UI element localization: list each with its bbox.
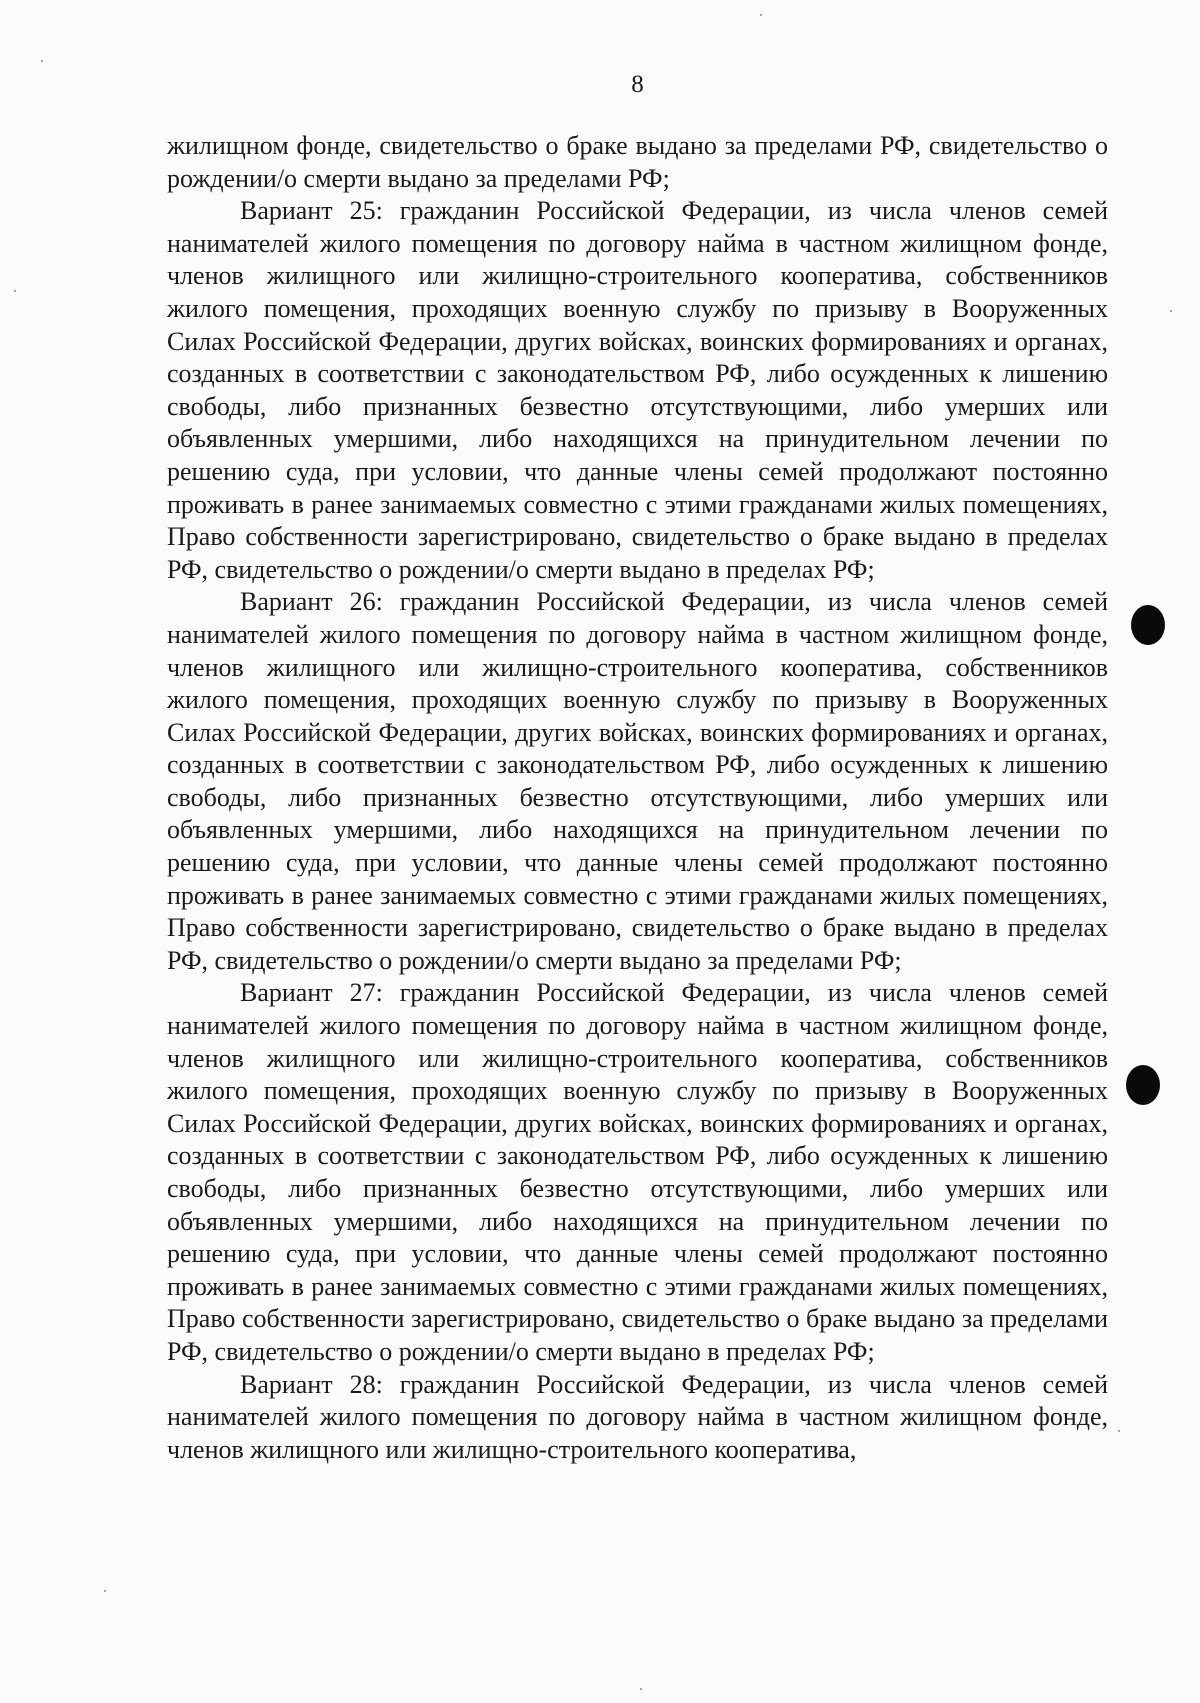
punch-hole-upper xyxy=(1131,605,1165,645)
scan-speck xyxy=(640,1688,642,1690)
page-number: 8 xyxy=(631,71,644,98)
document-body xyxy=(167,130,1108,1466)
scan-speck xyxy=(1170,310,1172,312)
paragraph-variant-27: Вариант 27: гражданин Российской Федерации, из числа членов семей нанимателей жилого помещения по договору найма в частном жилищном фонде, членов жилищного или жилищно-строительного кооператива, собственников жилого помещения, проходящих военную службу по призыву в Вооруженных Силах Российской Федерации, других войсках, воинских формированиях и органах, созданных в соответствии с законодательством РФ, либо осужденных к лишению свободы, либо признанных безвестно отсутствующими, либо умерших или объявленных умершими, либо находящихся на принудительном лечении по решению суда, при условии, что данные члены семей продолжают постоянно проживать в ранее занимаемых совместно с этими гражданами жилых помещениях, Право собственности зарегистрировано, свидетельство о браке выдано за пределами РФ, свидетельство о рождении/о смерти выдано в пределах РФ; xyxy=(167,978,1108,1366)
punch-hole-lower xyxy=(1126,1065,1160,1105)
scan-speck xyxy=(14,290,16,292)
paragraph-continuation: жилищном фонде, свидетельство о браке выдано за пределами РФ, свидетельство о рождении/о смерти выдано за пределами РФ; xyxy=(167,131,1108,193)
paragraph-variant-26: Вариант 26: гражданин Российской Федерации, из числа членов семей нанимателей жилого помещения по договору найма в частном жилищном фонде, членов жилищного или жилищно-строительного кооператива, собственников жилого помещения, проходящих военную службу по призыву в Вооруженных Силах Российской Федерации, других войсках, воинских формированиях и органах, созданных в соответствии с законодательством РФ, либо осужденных к лишению свободы, либо признанных безвестно отсутствующими, либо умерших или объявленных умершими, либо находящихся на принудительном лечении по решению суда, при условии, что данные члены семей продолжают постоянно проживать в ранее занимаемых совместно с этими гражданами жилых помещениях, Право собственности зарегистрировано, свидетельство о браке выдано в пределах РФ, свидетельство о рождении/о смерти выдано за пределами РФ; xyxy=(167,587,1108,975)
scan-speck xyxy=(104,1590,106,1592)
paragraph-variant-25: Вариант 25: гражданин Российской Федерации, из числа членов семей нанимателей жилого помещения по договору найма в частном жилищном фонде, членов жилищного или жилищно-строительного кооператива, собственников жилого помещения, проходящих военную службу по призыву в Вооруженных Силах Российской Федерации, других войсках, воинских формированиях и органах, созданных в соответствии с законодательством РФ, либо осужденных к лишению свободы, либо признанных безвестно отсутствующими, либо умерших или объявленных умершими, либо находящихся на принудительном лечении по решению суда, при условии, что данные члены семей продолжают постоянно проживать в ранее занимаемых совместно с этими гражданами жилых помещениях, Право собственности зарегистрировано, свидетельство о браке выдано в пределах РФ, свидетельство о рождении/о смерти выдано в пределах РФ; xyxy=(167,196,1108,584)
scan-speck xyxy=(760,14,762,16)
scan-speck xyxy=(1118,1430,1120,1432)
scan-speck xyxy=(41,60,43,62)
paragraph-variant-28: Вариант 28: гражданин Российской Федерации, из числа членов семей нанимателей жилого помещения по договору найма в частном жилищном фонде, членов жилищного или жилищно-строительного кооператива, xyxy=(167,1369,1108,1464)
